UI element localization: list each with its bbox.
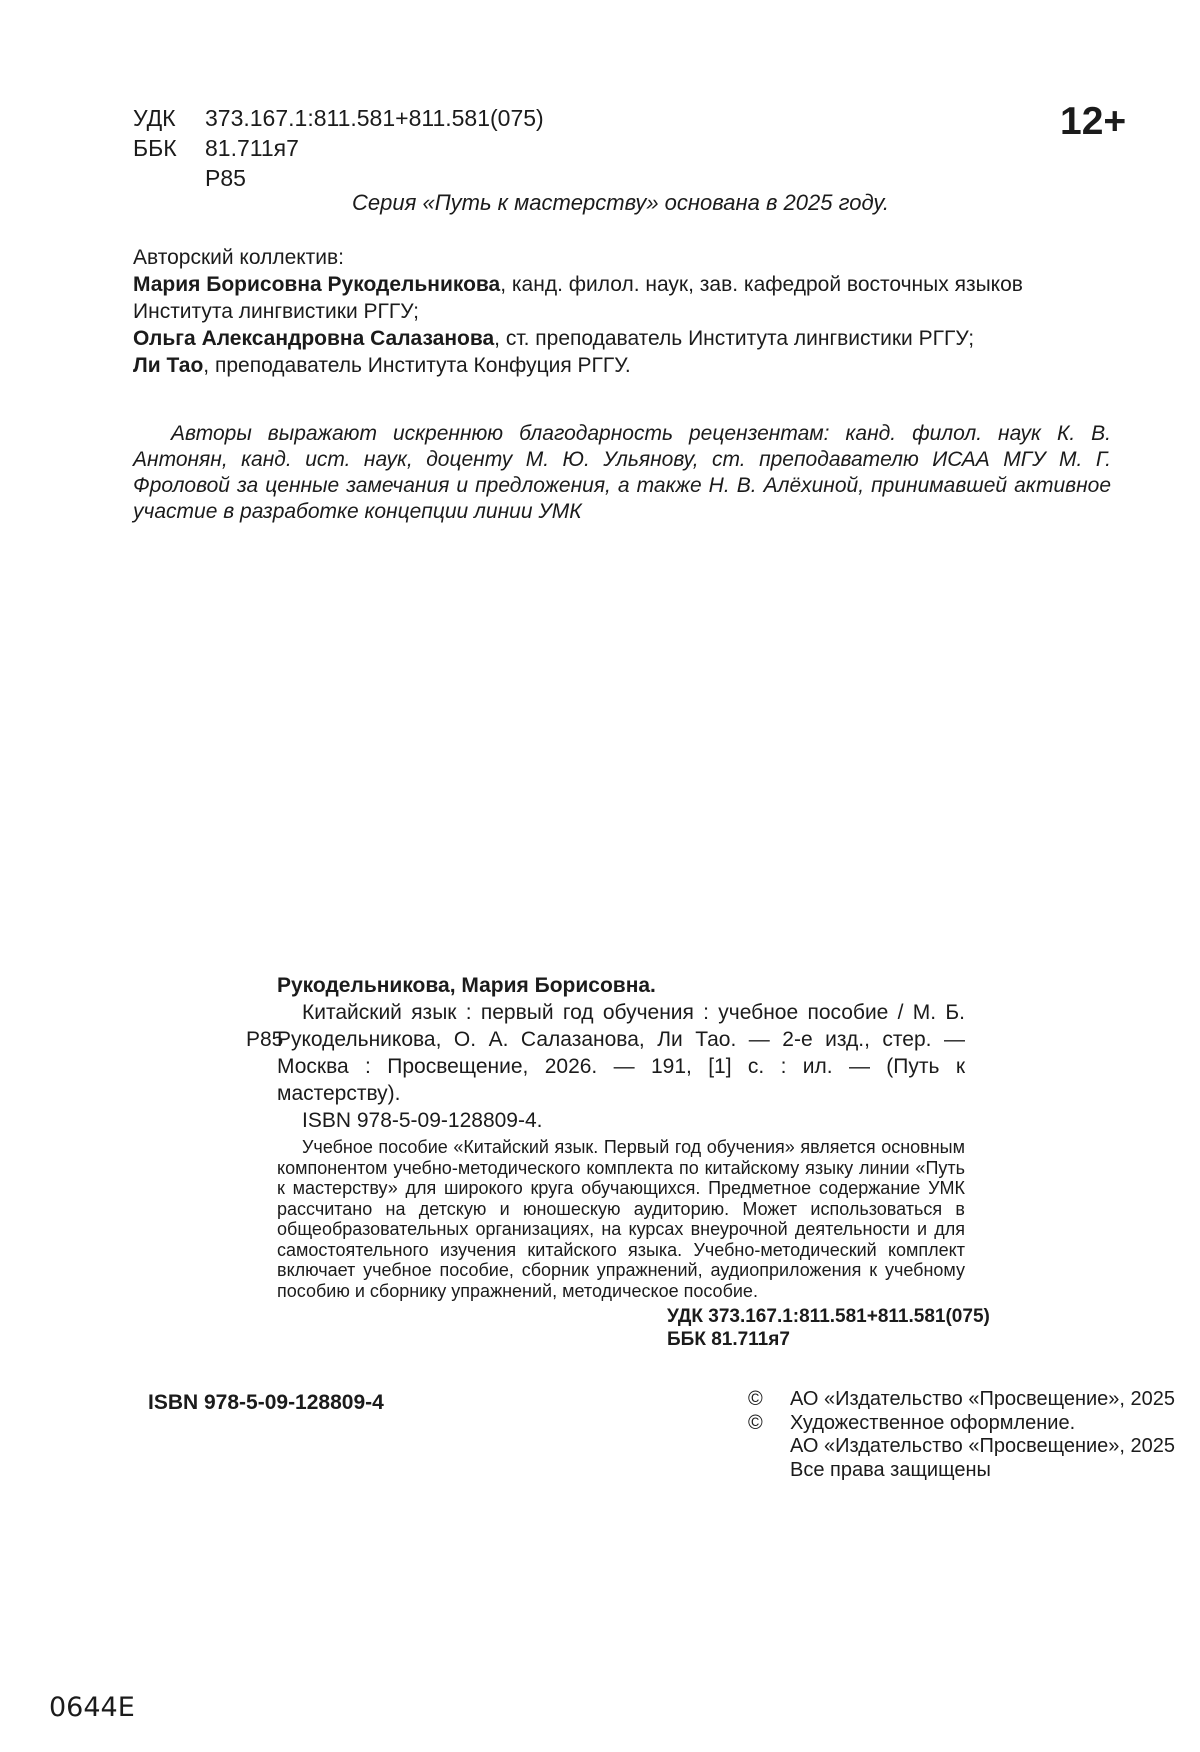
copyright-row [748,1459,1175,1483]
author-name: Ли Тао [133,354,204,377]
catalog-card [246,972,990,1351]
copyright-block [748,1388,1175,1482]
copyright-sign [748,1435,790,1459]
card-author-header: Рукодельникова, Мария Борисовна. [277,974,656,997]
card-author-sign: Р85 [246,1028,284,1051]
copyright-sign: © [748,1411,763,1434]
copyright-row [748,1435,1175,1459]
copyright-row [748,1388,1175,1412]
card-isbn: ISBN 978-5-09-128809-4. [302,1109,543,1132]
authors-heading: Авторский коллектив: [133,246,345,269]
authors-block [133,244,1111,379]
bbk-label: ББК [133,135,177,161]
footer-isbn: ISBN 978-5-09-128809-4 [148,1391,384,1414]
author-name: Ольга Александровна Салазанова [133,327,495,350]
bbk-row [133,133,544,163]
author-entry [133,271,1111,325]
author-role: , ст. преподаватель Института лингвистики РГГУ; [494,327,975,350]
author-sign-row [133,163,544,193]
copyright-text: Художественное оформление. [790,1411,1076,1434]
acknowledgement-note: Авторы выражают искреннюю благодарность рецензентам: канд. филол. наук К. В. Антонян, канд. ист. наук, доценту М. Ю. Ульянову, ст. преподавателю ИСАА МГУ М. Г. Фроловой за ценные замечания и предложения, а также Н. В. Алёхиной, принимавшей активное участие в разработке концепции линии УМК [133,422,1111,523]
bbk-value: 81.711я7 [205,135,299,161]
udk-label: УДК [133,105,176,131]
author-role: , канд. филол. наук, зав. кафедрой восточных языков Института лингвистики РГГУ; [133,273,1023,323]
copyright-sign: © [748,1388,763,1410]
age-rating-badge: 12+ [1060,100,1127,143]
author-entry [133,325,1111,352]
card-classification [277,1305,990,1351]
copyright-text: АО «Издательство «Просвещение», 2025 [790,1388,1176,1410]
card-udk-line: УДК 373.167.1:811.581+811.581(075) [667,1306,990,1327]
author-sign-spacer [133,163,205,193]
author-role: , преподаватель Института Конфуция РГГУ. [203,354,631,377]
card-description: Китайский язык : первый год обучения : учебное пособие / М. Б. Рукодельникова, О. А. Салазанова, Ли Тао. — 2-е изд., стер. — Москва : Просвещение, 2026. — 191, [1] с. : ил. — (Путь к мастерству). [277,1001,965,1105]
print-order-code: 0644E [49,1692,135,1723]
copyright-sign [748,1459,790,1483]
series-note: Серия «Путь к мастерству» основана в 2025 году. [352,190,889,215]
classification-block [133,103,544,193]
copyright-row [748,1412,1175,1436]
udk-value: 373.167.1:811.581+811.581(075) [205,105,544,131]
card-annotation: Учебное пособие «Китайский язык. Первый год обучения» является основным компонентом учебно-методического комплекта по китайскому языку линии «Путь к мастерству» для широкого круга обучающихся. Предметное содержание УМК рассчитано на детскую и юношескую аудиторию. Может использоваться в общеобразовательных организациях, на курсах внеурочной деятельности и для самостоятельного изучения китайского языка. Учебно-методический комплект включает учебное пособие, сборник упражнений, аудиоприложения к учебному пособию и сборнику упражнений, методическое пособие. [277,1137,965,1301]
card-description-wrap [246,999,965,1107]
author-name: Мария Борисовна Рукодельникова [133,273,501,296]
card-bbk-line: ББК 81.711я7 [667,1329,790,1350]
copyright-text: Все права защищены [790,1458,991,1481]
author-entry [133,352,1111,379]
copyright-text: АО «Издательство «Просвещение», 2025 [790,1435,1176,1457]
udk-row [133,103,544,133]
author-sign: Р85 [205,165,246,191]
